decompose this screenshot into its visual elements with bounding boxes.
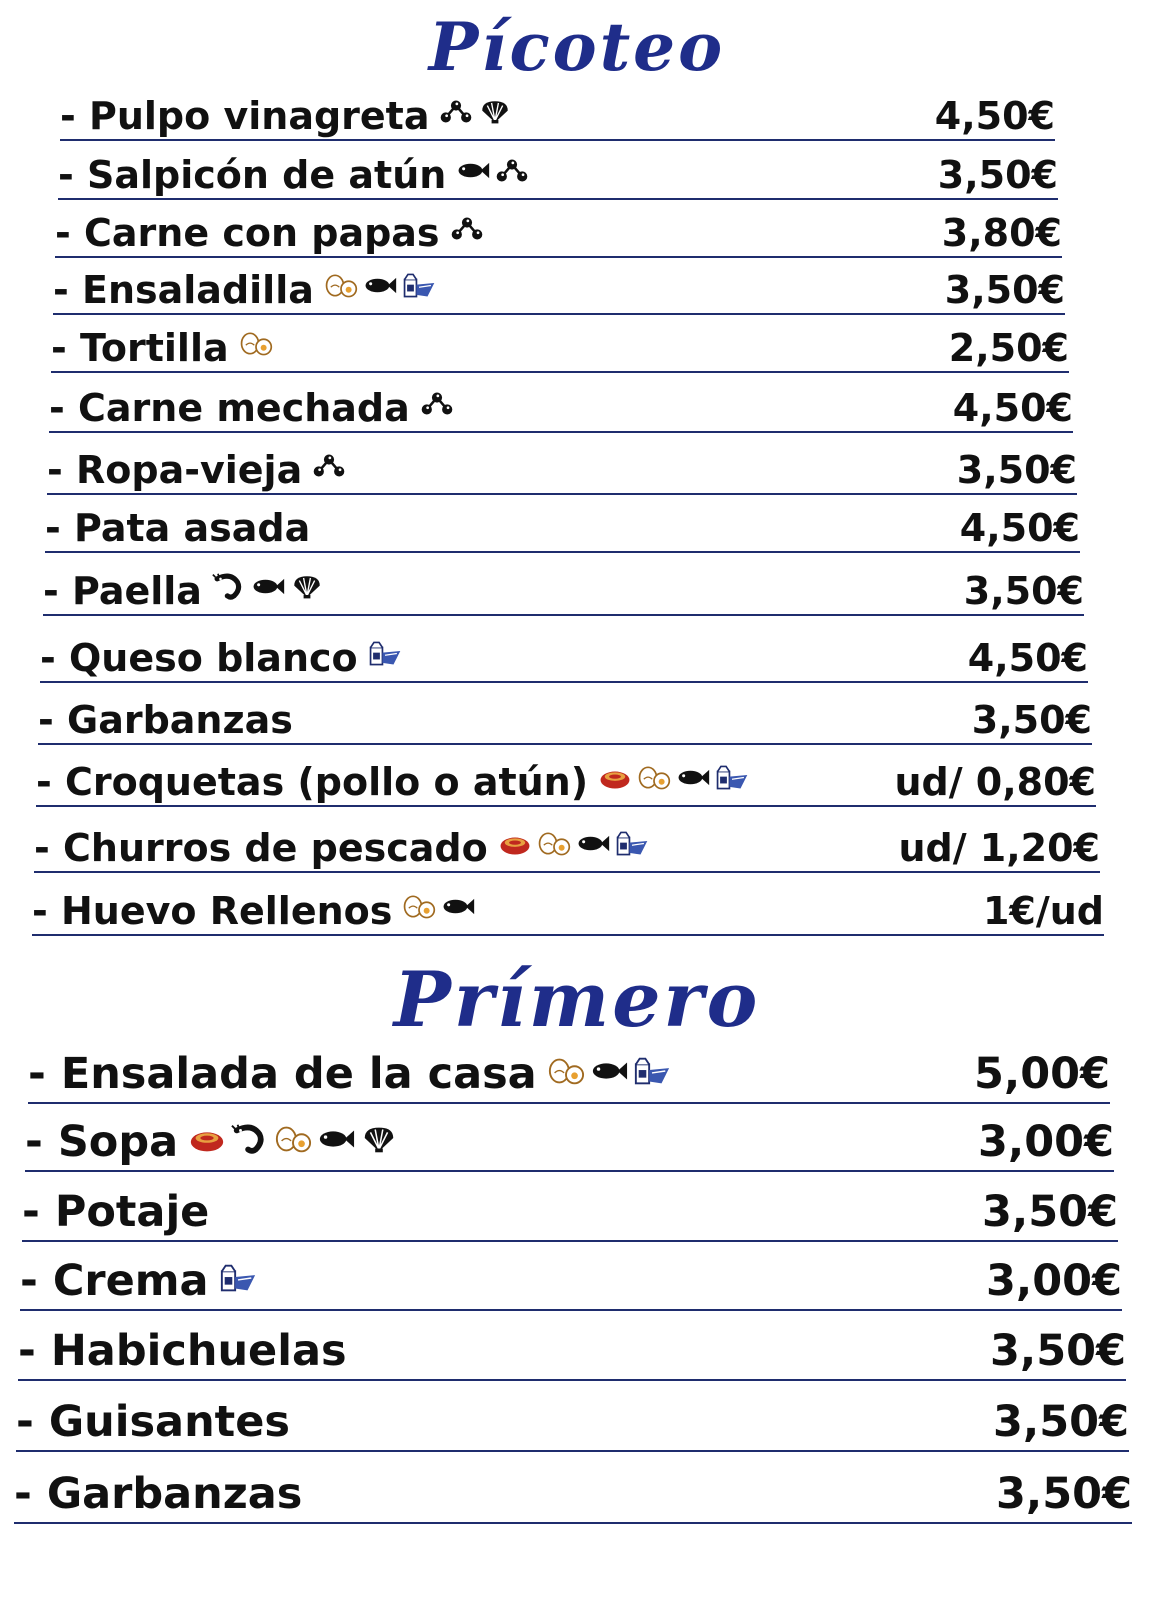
molluscs-icon <box>439 98 473 139</box>
item-left <box>14 1469 303 1522</box>
dish-price: 3,50€ <box>937 153 1058 197</box>
allergen-icons <box>324 272 436 313</box>
dish-name: - Salpicón de atún <box>58 153 447 197</box>
fish-icon <box>441 893 475 934</box>
item-left <box>28 1049 671 1102</box>
dish-price: ud/ 1,20€ <box>898 826 1100 870</box>
dish-price: 3,00€ <box>977 1117 1114 1167</box>
picoteo-menu-row <box>53 270 1065 315</box>
primero-menu-row <box>14 1461 1132 1524</box>
picoteo-menu-row <box>55 213 1062 258</box>
item-left <box>40 636 402 681</box>
dairy-icon <box>368 640 402 681</box>
dish-name: - Habichuelas <box>18 1326 347 1376</box>
dairy-icon <box>402 272 436 313</box>
molluscs-icon <box>450 215 484 256</box>
eggs-icon <box>274 1124 312 1170</box>
fish-icon <box>317 1124 355 1170</box>
dish-price: 3,50€ <box>995 1469 1132 1519</box>
molluscs-icon <box>495 157 529 198</box>
picoteo-menu-row <box>45 506 1080 553</box>
allergen-icons <box>456 157 529 198</box>
eggs-icon <box>637 764 671 805</box>
dish-name: - Tortilla <box>51 326 229 370</box>
dish-price: 3,50€ <box>944 268 1065 312</box>
item-left <box>55 211 484 256</box>
crustacean-icon <box>231 1124 269 1170</box>
fish-icon <box>363 272 397 313</box>
picoteo-menu-row <box>40 633 1088 683</box>
dish-name: - Ropa-vieja <box>47 448 303 492</box>
allergen-icons <box>219 1263 257 1309</box>
dish-price: 4,50€ <box>952 386 1073 430</box>
picoteo-menu-row <box>38 694 1092 745</box>
crustacean-icon <box>212 573 246 614</box>
primero-menu-row <box>25 1113 1114 1172</box>
item-left <box>47 448 346 493</box>
dairy-icon <box>715 764 749 805</box>
dish-price: 5,00€ <box>973 1049 1110 1099</box>
section-title-picoteo: Pícoteo <box>428 8 726 86</box>
dairy-icon <box>615 830 649 871</box>
dish-price: 3,50€ <box>956 448 1077 492</box>
allergen-icons <box>547 1056 671 1102</box>
dish-name: - Crema <box>20 1256 209 1306</box>
gluten-icon <box>188 1124 226 1170</box>
dish-name: - Croquetas (pollo o atún) <box>36 760 589 804</box>
fish-icon <box>676 764 710 805</box>
picoteo-menu-row <box>47 450 1077 495</box>
dish-name: - Queso blanco <box>40 636 358 680</box>
allergen-icons <box>312 452 346 493</box>
dairy-icon <box>219 1263 257 1309</box>
item-left <box>53 268 436 313</box>
allergen-icons <box>402 893 475 934</box>
fish-icon <box>590 1056 628 1102</box>
item-left <box>32 889 475 934</box>
allergen-icons <box>368 640 402 681</box>
item-left <box>22 1187 210 1240</box>
gluten-icon <box>498 830 532 871</box>
fish-icon <box>576 830 610 871</box>
molluscs-icon <box>420 390 454 431</box>
gluten-icon <box>598 764 632 805</box>
dish-name: - Potaje <box>22 1187 210 1237</box>
dish-price: 4,50€ <box>934 94 1055 138</box>
eggs-icon <box>547 1056 585 1102</box>
allergen-icons <box>439 98 512 139</box>
dairy-icon <box>633 1056 671 1102</box>
dish-price: 1€/ud <box>982 889 1104 933</box>
allergen-icons <box>212 573 324 614</box>
shellfish-icon <box>478 98 512 139</box>
dish-price: ud/ 0,80€ <box>894 760 1096 804</box>
primero-menu-row <box>22 1182 1118 1242</box>
item-left <box>20 1256 257 1309</box>
dish-price: 3,50€ <box>963 569 1084 613</box>
dish-price: 3,50€ <box>981 1187 1118 1237</box>
dish-name: - Pata asada <box>45 506 311 550</box>
item-left <box>45 506 311 551</box>
item-left <box>60 94 512 139</box>
dish-name: - Garbanzas <box>38 698 293 742</box>
picoteo-menu-row <box>51 326 1069 373</box>
allergen-icons <box>598 764 749 805</box>
item-left <box>34 826 649 871</box>
primero-menu-row <box>28 1045 1110 1104</box>
item-left <box>16 1397 290 1450</box>
dish-name: - Carne mechada <box>49 386 410 430</box>
section-title-primero: Prímero <box>393 955 761 1044</box>
dish-name: - Carne con papas <box>55 211 440 255</box>
dish-name: - Guisantes <box>16 1397 290 1447</box>
primero-menu-row <box>16 1391 1129 1452</box>
shellfish-icon <box>360 1124 398 1170</box>
picoteo-menu-row <box>32 884 1104 936</box>
dish-price: 4,50€ <box>967 636 1088 680</box>
fish-icon <box>251 573 285 614</box>
shellfish-icon <box>290 573 324 614</box>
dish-name: - Churros de pescado <box>34 826 488 870</box>
fish-icon <box>456 157 490 198</box>
dish-name: - Sopa <box>25 1117 179 1167</box>
dish-name: - Paella <box>43 569 202 613</box>
item-left <box>49 386 454 431</box>
item-left <box>36 760 749 805</box>
allergen-icons <box>239 330 273 371</box>
item-left <box>43 569 324 614</box>
dish-name: - Ensaladilla <box>53 268 314 312</box>
eggs-icon <box>324 272 358 313</box>
dish-price: 4,50€ <box>959 506 1080 550</box>
dish-price: 3,80€ <box>941 211 1062 255</box>
molluscs-icon <box>312 452 346 493</box>
eggs-icon <box>537 830 571 871</box>
allergen-icons <box>420 390 454 431</box>
dish-price: 3,50€ <box>989 1326 1126 1376</box>
dish-name: - Garbanzas <box>14 1469 303 1519</box>
dish-price: 2,50€ <box>948 326 1069 370</box>
item-left <box>58 153 529 198</box>
picoteo-menu-row <box>43 571 1084 616</box>
dish-price: 3,00€ <box>985 1256 1122 1306</box>
allergen-icons <box>498 830 649 871</box>
dish-name: - Ensalada de la casa <box>28 1049 537 1099</box>
eggs-icon <box>402 893 436 934</box>
item-left <box>18 1326 347 1379</box>
primero-menu-row <box>18 1321 1126 1381</box>
dish-name: - Pulpo vinagreta <box>60 94 430 138</box>
item-left <box>25 1117 398 1170</box>
allergen-icons <box>188 1124 398 1170</box>
dish-price: 3,50€ <box>971 698 1092 742</box>
picoteo-menu-row <box>49 386 1073 433</box>
dish-name: - Huevo Rellenos <box>32 889 393 933</box>
allergen-icons <box>450 215 484 256</box>
dish-price: 3,50€ <box>992 1397 1129 1447</box>
item-left <box>38 698 293 743</box>
picoteo-menu-row <box>60 95 1055 141</box>
picoteo-menu-row <box>34 822 1100 873</box>
picoteo-menu-row <box>58 155 1058 200</box>
item-left <box>51 326 273 371</box>
picoteo-menu-row <box>36 758 1096 807</box>
primero-menu-row <box>20 1252 1122 1311</box>
eggs-icon <box>239 330 273 371</box>
